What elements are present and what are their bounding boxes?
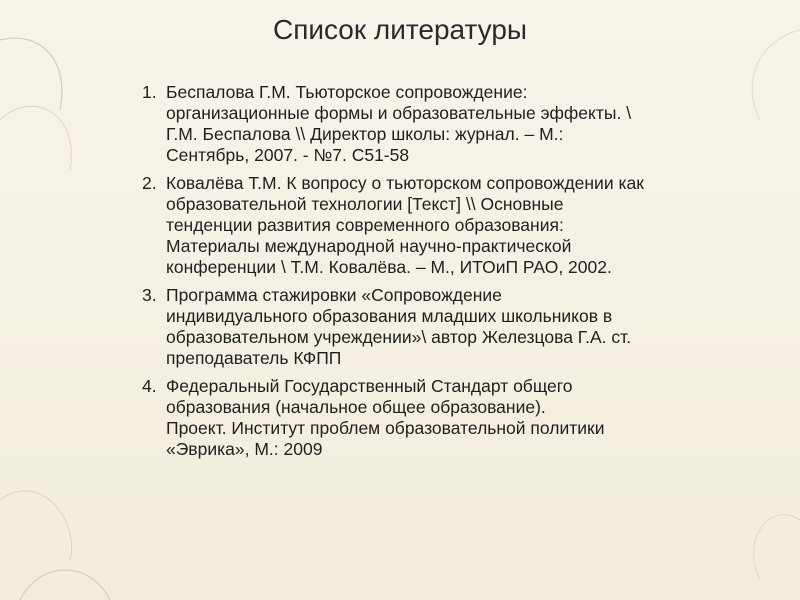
list-item [142,285,772,369]
list-item-text: Федеральный Государственный Стандарт общего образования (начальное общее образование). Проект. Институт проблем образовательной политики «Эврика», М.: 2009 [166,376,605,459]
list-item [142,82,772,166]
list-item [142,376,772,460]
page-title: Список литературы [272,14,528,45]
reference-list [142,82,772,467]
list-item-text: Ковалёва Т.М. К вопросу о тьюторском сопровождении как образовательной технологии [Текст] \\ Основные тенденции развития современного образования: Материалы международной научно-практической конференции \ Т.М. Ковалёва. – М., ИТОиП РАО, 2002. [166,173,644,277]
list-item-number: 4. [142,376,157,396]
list-item-number: 1. [142,82,157,102]
list-item-text: Беспалова Г.М. Тьюторское сопровождение: организационные формы и образовательные эффекты. \ Г.М. Беспалова \\ Директор школы: журнал. – М.: Сентябрь, 2007. - №7. С51-58 [166,82,632,165]
list-item-number: 3. [142,285,157,305]
list-item-number: 2. [142,173,157,193]
list-item [142,173,772,278]
list-item-text: Программа стажировки «Сопровождение индивидуального образования младших школьников в образовательном учреждении»\ автор Железцова Г.А. ст. преподаватель КФПП [166,285,632,368]
